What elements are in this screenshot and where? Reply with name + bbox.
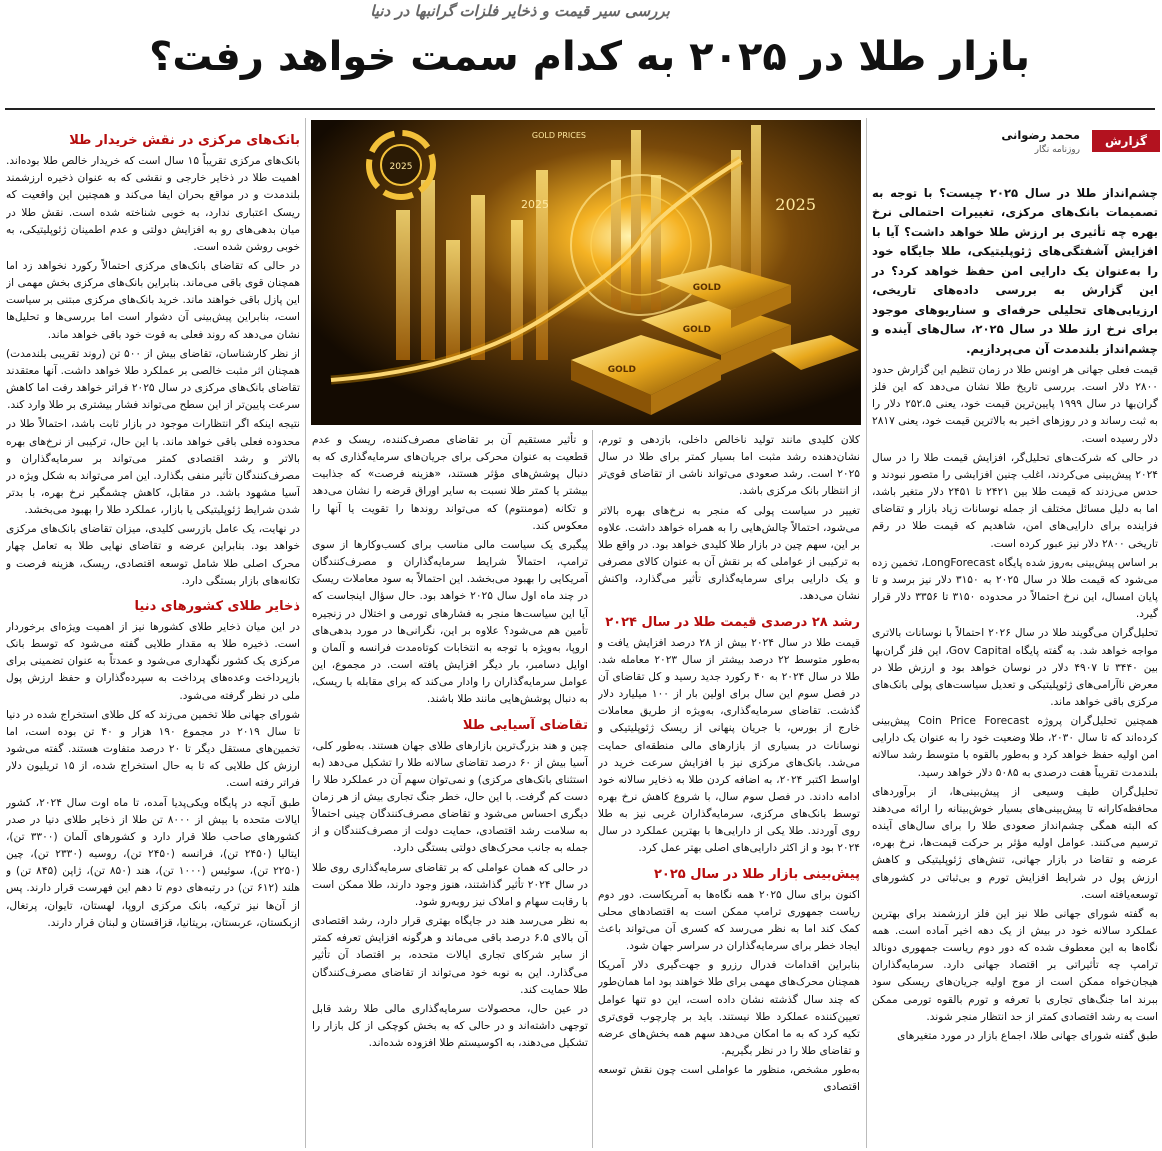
paragraph: نتیجه اینکه اگر انتظارات موجود در بازار ثابت باشد، احتمالاً طلا در محدوده فعلی باقی خواهد ماند. با این حال، ترکیبی از نرخ‌های بهره بالاتر و رشد اقتصادی کمتر می‌تواند بر سرمایه‌گذاران و مصرف‌کنندگان تأثیر منفی بگذارد. این امر می‌تواند به شکل ویژه در آسیا مشهود باشد. در مقابل، کاهش چشمگیر نرخ بهره، با بدتر شدن شرایط ژئوپلیتیکی یا بازار، عملکرد طلا را بهبود می‌بخشد. xyxy=(6,418,300,517)
lead-paragraph: چشم‌انداز طلا در سال ۲۰۲۵ چیست؟ با توجه به تصمیمات بانک‌های مرکزی، تغییرات احتمالی نرخ بهره چه تأثیری بر ارزش طلا خواهد داشت؟ آیا با افزایش آشفتگی‌های ژئوپلیتیکی، طلا جایگاه خود را به‌عنوان یک دارایی امن حفظ خواهد کرد؟ در این گزارش به بررسی داده‌های تاریخی، ارزیابی‌های تحلیلی حرفه‌ای و سناریوهای موجود برای نرخ ارز طلا در سال ۲۰۲۵، سال‌های آینده و چشم‌انداز بلندمدت آن می‌پردازیم. xyxy=(872,186,1158,356)
image-label: GOLD xyxy=(607,365,636,375)
paragraph: در حالی که همان عواملی که بر تقاضای سرمایه‌گذاری روی طلا در سال ۲۰۲۴ تأثیر گذاشتند، هنوز وجود دارند، طلا ممکن است با رقابت سهام و املاک نیز روبه‌رو شود. xyxy=(312,861,588,908)
image-label: GOLD xyxy=(692,283,721,293)
paragraph: کلان کلیدی مانند تولید ناخالص داخلی، بازدهی و تورم، نشان‌دهنده رشد مثبت اما بسیار کمتر برای طلا در سال ۲۰۲۵ است. رشد صعودی می‌تواند ناشی از تقاضای قوی‌تر از انتظار بانک مرکزی باشد. xyxy=(598,434,860,498)
paragraph: چین و هند بزرگ‌ترین بازارهای طلای جهان هستند. به‌طور کلی، آسیا بیش از ۶۰ درصد تقاضای سالانه طلا را تشکیل می‌دهد (به استثنای بانک‌های مرکزی) و نمی‌توان سهم آن در عملکرد طلا را دست کم گرفت. با این حال، خطر جنگ تجاری بیش از هر زمان دیگری احساس می‌شود و تقاضای مصرف‌کنندگان چینی احتمالاً به سلامت رشد اقتصادی، حمایت دولت از مصرف‌کنندگان و از جمله به جانب محرک‌های دولتی بستگی دارد. xyxy=(312,739,588,855)
paragraph: تحلیل‌گران طیف وسیعی از پیش‌بینی‌ها، از برآوردهای محافظه‌کارانه تا پیش‌بینی‌های بسیار خوش‌بینانه را ارائه می‌دهند که البته همگی چشم‌انداز صعودی طلا را برای سال‌های آینده ترسیم می‌کنند. عوامل اولیه مؤثر بر حرکت قیمت‌ها، نرخ بهره، عرضه و تقاضا در بازار جهانی، تنش‌های ژئوپلیتیکی و کاهش ارزش پول در شرایط افزایش تورم و بی‌ثباتی در کشورهای توسعه‌یافته است. xyxy=(872,785,1158,901)
paragraph: اکنون برای سال ۲۰۲۵ همه نگاه‌ها به آمریکاست. دور دوم ریاست جمهوری ترامپ ممکن است به اقتصادهای محلی کمک کند اما به نظر می‌رسد که کسری آن می‌تواند باعث ایجاد خطر برای سرمایه‌گذاران در سراسر جهان شود. xyxy=(598,888,860,953)
hero-image xyxy=(311,120,861,425)
author-role: روزنامه نگار xyxy=(1034,145,1080,155)
paragraph: طبق آنچه در پایگاه ویکی‌پدیا آمده، تا ماه اوت سال ۲۰۲۴، کشور ایالات متحده با بیش از ۸۰۰۰ تن طلا از ذخایر طلای دنیا در صدر کشورهای صاحب طلا قرار دارد و کشورهای آلمان (۳۳۰۰ تن)، ایتالیا (۲۴۵۰ تن)، فرانسه (۲۴۵۰ تن)، روسیه (۲۳۳۰ تن)، چین (۲۲۵۰ تن)، سوئیس (۱۰۰۰ تن)، هند (۸۵۰ تن)، ژاپن (۸۴۵ تن) و هلند (۶۱۲ تن) در رتبه‌های دوم تا دهم این فهرست قرار دارند. پس از آن‌ها نیز ترکیه، بانک مرکزی اروپا، لهستان، تایوان، پرتغال، ازبکستان، عربستان، بریتانیا، قزاقستان و لبنان قرار دارند. xyxy=(6,796,300,929)
article-column-1 xyxy=(872,362,1158,1148)
header-rule xyxy=(5,108,1155,110)
paragraph: تغییر در سیاست پولی که منجر به نرخ‌های بهره بالاتر می‌شود، احتمالاً چالش‌هایی را به همراه خواهد داشت. علاوه بر این، سهم چین در بازار طلا کلیدی خواهد بود. در واقع طلا به ترکیبی از عواملی که بر نقش آن به عنوان کالای مصرفی و یک دارایی برای سرمایه‌گذاری تأثیر می‌گذارد، واکنش نشان می‌دهد. xyxy=(598,504,860,603)
section-heading: تقاضای آسیایی طلا xyxy=(462,717,588,733)
article-column-3 xyxy=(312,432,588,1148)
section-heading: بانک‌های مرکزی در نقش خریدار طلا xyxy=(69,133,300,148)
paragraph: قیمت فعلی جهانی هر اونس طلا در زمان تنظیم این گزارش حدود ۲۸۰۰ دلار است. بررسی تاریخ طلا نشان می‌دهد که این فلز گران‌بها در سال ۱۹۹۹ پایین‌ترین قیمت خود، یعنی ۲۵۲.۵ دلار را به ثبت رساند و در روزهای اخیر به بالاترین قیمت خود، یعنی ۲۸۱۷ دلار رسیده است. xyxy=(872,364,1158,445)
paragraph: در عین حال، محصولات سرمایه‌گذاری مالی طلا رشد قابل توجهی داشته‌اند و در حالی که به بخش کوچکی از کل بازار را تشکیل می‌دهند، به اکوسیستم طلا افزوده شده‌اند. xyxy=(312,1002,588,1050)
paragraph: از نظر کارشناسان، تقاضای بیش از ۵۰۰ تن (روند تقریبی بلندمدت) همچنان اثر مثبت خالصی بر عملکرد طلا خواهد داشت. آنها معتقدند تقاضای بانک‌های مرکزی در سال ۲۰۲۵ فراتر خواهد رفت اما کاهش سرعت پایین‌تر از این سطح می‌تواند فشار بیشتری بر طلا وارد کند. xyxy=(6,347,300,412)
paragraph: به نظر می‌رسد هند در جایگاه بهتری قرار دارد، رشد اقتصادی آن بالای ۶.۵ درصد باقی می‌ماند و هرگونه افزایش تعرفه کمتر از سایر شرکای تجاری ایالات متحده، بر اقتصاد آن تأثیر می‌گذارد. این به نوبه خود می‌تواند از تقاضای مصرف‌کنندگان طلا حمایت کند. xyxy=(312,915,588,996)
paragraph: بنابراین اقدامات فدرال رزرو و جهت‌گیری دلار آمریکا همچنان محرک‌های مهمی برای طلا خواهند بود اما همان‌طور که چند سال گذشته نشان داده است، این دو تنها عوامل تعیین‌کننده عملکرد طلا نیستند. باید بر چارچوب قوی‌تری تکیه کرد که به ما امکان می‌دهد سهم همه بخش‌های عرضه و تقاضای طلا را در نظر بگیریم. xyxy=(598,959,860,1058)
paragraph: قیمت طلا در سال ۲۰۲۴ بیش از ۲۸ درصد افزایش یافت و به‌طور متوسط ۲۲ درصد بیشتر از سال ۲۰۲۳ معامله شد. طلا در سال ۲۰۲۴ به ۴۰ رکورد جدید رسید و کل تقاضای آن در فصل سوم این سال برای اولین بار از ۱۰۰ میلیارد دلار گذشت. تقاضای سرمایه‌گذاری، به‌ویژه از طریق معاملات خارج از بورس، با جریان پنهانی از ریسک ژئوپلیتیکی و نوسانات در بسیاری از بازارهای مالی منطقه‌ای حمایت می‌شد. بانک‌های مرکزی نیز با افزایش سرعت خرید در اواسط اکتبر ۲۰۲۴، به اضافه کردن طلا به ذخایر سالانه خود ادامه دادند. در فصل سوم سال، با شروع کاهش نرخ بهره توسط بانک‌های مرکزی، سرمایه‌گذاران غربی نیز به طلا روی آوردند. طلا یکی از دارایی‌ها با بهترین عملکرد در سال ۲۰۲۴ بود و از اکثر دارایی‌های اصلی بهتر عمل کرد. xyxy=(598,636,860,855)
paragraph: در حالی که شرکت‌های تحلیل‌گر، افزایش قیمت طلا را در سال ۲۰۲۴ پیش‌بینی می‌کردند، اغلب چنین افزایشی را متصور نبودند و حدس می‌زدند که قیمت طلا بین ۲۴۲۱ تا ۲۴۵۱ دلار متغیر باشد، اما به دلیل مسائل مختلف از جمله نوسانات زیاد بازار و تقاضای فزاینده برای دارایی‌های امن، شاهدیم که قیمت طلا در رقم تاریخی ۲۸۰۰ دلار نیز عبور کرده است. xyxy=(872,451,1158,550)
paragraph: شورای جهانی طلا تخمین می‌زند که کل طلای استخراج شده در دنیا تا سال ۲۰۱۹ در مجموع ۱۹۰ هزار و ۴۰ تن بوده است، اما تخمین‌های مستقل دیگر تا ۲۰ درصد متفاوت هستند. گفته می‌شود ارزش کل طلایی که تا به حال استخراج شده، از ۱۵ تریلیون دلار فراتر رفته است. xyxy=(6,708,300,790)
column-divider xyxy=(866,118,867,1148)
paragraph: بر اساس پیش‌بینی به‌روز شده پایگاه LongForecast، تخمین زده می‌شود که قیمت طلا در سال ۲۰۲۵ به ۳۱۵۰ دلار نیز برسد و تا پایان امسال، این نرخ احتمالاً در محدوده ۳۱۵۰ تا ۳۳۵۶ دلار قرار گیرد. xyxy=(872,556,1158,621)
author-block xyxy=(880,128,1080,155)
article-column-2 xyxy=(598,432,860,1148)
column-divider xyxy=(592,430,593,1148)
paragraph: و تأثیر مستقیم آن بر تقاضای مصرف‌کننده، ریسک و عدم قطعیت به عنوان محرکی برای جریان‌های سرمایه‌گذاری که به دنبال پوشش‌های مؤثر هستند، «هزینه فرصت» که جذابیت بیشتر یا کمتر طلا نسبت به سایر اوراق قرضه را نشان می‌دهد و تکانه (مومنتوم) که می‌تواند روندها را تقویت یا آنها را معکوس کند. xyxy=(312,434,588,532)
section-heading: رشد ۲۸ درصدی قیمت طلا در سال ۲۰۲۴ xyxy=(605,614,860,630)
paragraph: در نهایت، یک عامل بازرسی کلیدی، میزان تقاضای بانک‌های مرکزی خواهد بود. بنابراین عرضه و تقاضای نهایی طلا به تعامل چهار محرک اصلی طلا شامل توسعه اقتصادی، ریسک، هزینه فرصت و تکانه‌های بازار بستگی دارد. xyxy=(6,523,300,587)
paragraph: همچنین تحلیل‌گران پروژه Coin Price Forecast پیش‌بینی کرده‌اند که تا سال ۲۰۳۰، طلا وضعیت خود را به عنوان یک دارایی امن اولیه حفظ خواهد کرد و به‌طور بالقوه با متوسط رشد سالانه بلندمدت تقریباً هفت درصدی به ۵۰۸۵ دلار خواهد رسید. xyxy=(872,715,1158,779)
section-heading: ذخایر طلای کشورهای دنیا xyxy=(134,598,300,614)
paragraph: به‌طور مشخص، منظور ما عواملی است چون نقش توسعه اقتصادی xyxy=(598,1064,860,1094)
paragraph: طبق گفته شورای جهانی طلا، اجماع بازار در مورد متغیرهای xyxy=(897,1029,1158,1042)
paragraph: در حالی که تقاضای بانک‌های مرکزی احتمالاً رکورد نخواهد زد اما همچنان قوی باقی می‌ماند. بنابراین بانک‌های مرکزی بخش مهمی از این پازل باقی خواهند ماند. خرید بانک‌های مرکزی مبتنی بر سیاست است، بنابراین پیش‌بینی آن دشوار است اما بررسی‌ها و تحلیل‌ها نشان می‌دهد که روند فعلی به قوت خود باقی خواهد ماند. xyxy=(6,259,300,341)
section-heading: پیش‌بینی بازار طلا در سال ۲۰۲۵ xyxy=(654,866,860,882)
supertitle: بررسی سیر قیمت و ذخایر فلزات گرانبها در دنیا xyxy=(370,2,670,20)
image-label: GOLD PRICES xyxy=(531,131,586,140)
paragraph: در این میان ذخایر طلای کشورها نیز از اهمیت ویژه‌ای برخوردار است. ذخیره طلا به مقدار طلایی گفته می‌شود که توسط بانک مرکزی یک کشور نگهداری می‌شود و عمدتاً به عنوان تضمینی برای بازپرداخت وعده‌های پرداخت به سپرده‌گذاران و حفظ ارزش پول ملی در نظر گرفته می‌شود. xyxy=(6,621,300,702)
image-label: 2025 xyxy=(521,198,549,211)
paragraph: تحلیل‌گران می‌گویند طلا در سال ۲۰۲۶ احتمالاً با نوسانات بالاتری مواجه خواهد شد. به گفته پایگاه Gov Capital، این فلز گران‌بها بین ۳۴۴۰ تا ۴۹۰۷ دلار در نوسان خواهد بود و ارزش طلا در معرض ناآرامی‌های ژئوپلیتیکی و تعدیل سیاست‌های پولی بانک‌های مرکزی باقی خواهد ماند. xyxy=(872,627,1158,708)
paragraph: بانک‌های مرکزی تقریباً ۱۵ سال است که خریدار خالص طلا بوده‌اند. اهمیت طلا در ذخایر خارجی و نقشی که به عنوان ذخیره ارزشمند بلندمدت و در مواقع بحران ایفا می‌کند و همچنین این واقعیت که ریسک اعتباری ندارد، به خوبی شناخته شده است. نقش طلا در میان بدهی‌های رو به افزایش دولتی و عدم اطمینان ژئوپلیتیکی، به خوبی روشن شده است. xyxy=(6,155,300,253)
image-label: 2025 xyxy=(775,195,816,214)
paragraph: پیگیری یک سیاست مالی مناسب برای کسب‌وکارها از سوی ترامپ، احتمالاً شرایط سرمایه‌گذاران و مصرف‌کنندگان آمریکایی را بهبود می‌بخشد. این احتمالاً به سود معاملات ریسک در چند ماه اول سال ۲۰۲۵ خواهد بود. حال سؤال اینجاست که آیا این سیاست‌ها منجر به فشارهای تورمی و اختلال در زنجیره تأمین هم می‌شود؟ علاوه بر این، نگرانی‌ها در مورد بدهی‌های اروپا، به‌ویژه با توجه به انتخابات کوتاه‌مدت فرانسه و آلمان و اوایل دسامبر، بار دیگر افزایش یافته است. در مجموع، این عوامل سرمایه‌گذاران را وادار می‌کند که برای مقابله با ریسک، به دنبال پوشش‌هایی مانند طلا باشند. xyxy=(312,538,588,706)
headline: بازار طلا در ۲۰۲۵ به کدام سمت خواهد رفت؟ xyxy=(149,34,1030,80)
article-column-4 xyxy=(6,124,300,1148)
column-divider xyxy=(305,118,306,1148)
image-label: 2025 xyxy=(389,162,413,172)
paragraph: به گفته شورای جهانی طلا نیز این فلز ارزشمند برای بهترین عملکرد سالانه خود در بیش از یک دهه اخیر آماده است. همه نگاه‌ها به این معطوف شده که دور دوم ریاست جمهوری دونالد ترامپ چه تأثیراتی بر اقتصاد جهانی دارد. سرمایه‌گذاران هیجان‌خواه ممکن است از موج اولیه جریان‌های ریسکی سود ببرند اما جنگ‌های تجاری با تعرفه و تورم بالقوه تورمی ممکن است به رشد اقتصادی کمتر از حد انتظار منجر شوند. xyxy=(872,907,1158,1023)
section-badge: گزارش xyxy=(1092,130,1160,152)
author-name: محمد رضوانی xyxy=(1001,128,1080,142)
image-label: GOLD xyxy=(682,325,711,335)
